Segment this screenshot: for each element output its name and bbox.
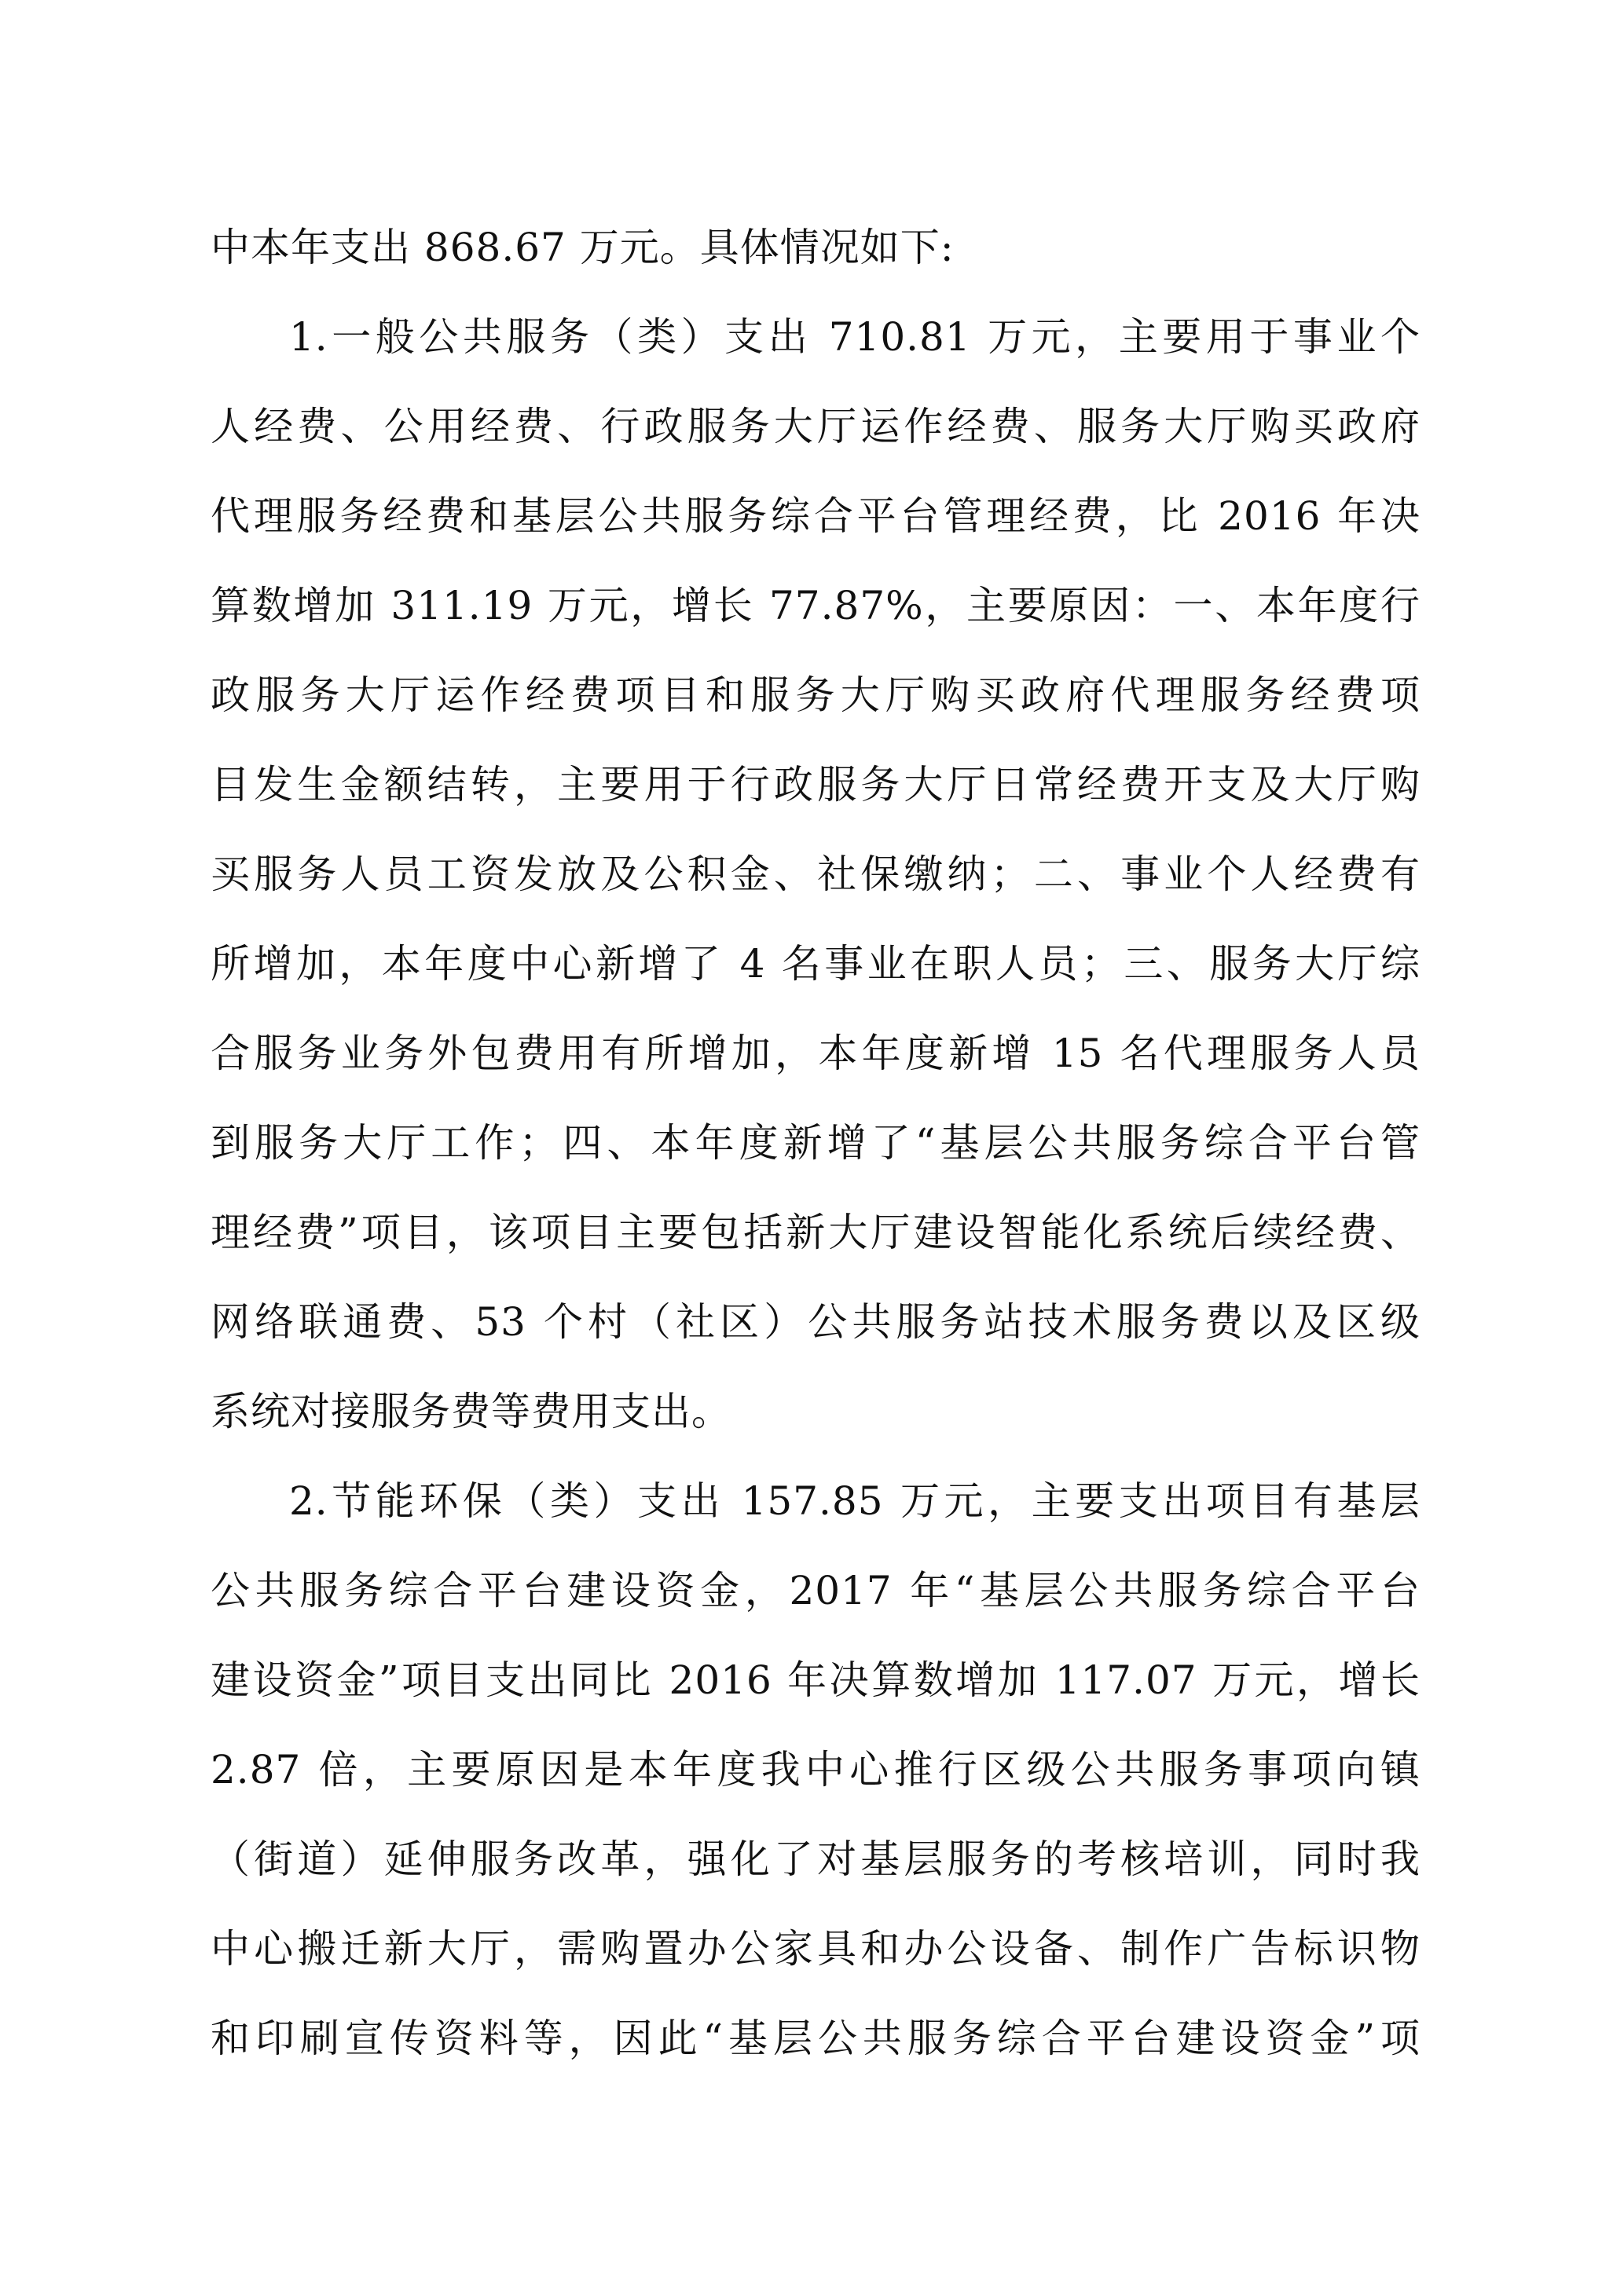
- text-line: 中本年支出 868.67 万元。具体情况如下:: [211, 225, 955, 270]
- body-text: [211, 203, 1421, 2083]
- text-line: 系统对接服务费等费用支出。: [211, 1389, 731, 1434]
- text-line: 和印刷宣传资料等，因此“基层公共服务综合平台建设资金”项: [211, 2016, 1421, 2061]
- text-line: 代理服务经费和基层公共服务综合平台管理经费，比 2016 年决: [211, 493, 1421, 539]
- text-line: 1.一般公共服务（类）支出 710.81 万元，主要用于事业个: [289, 314, 1421, 360]
- text-line: 2.87 倍，主要原因是本年度我中心推行区级公共服务事项向镇: [211, 1747, 1421, 1792]
- text-line: 2.节能环保（类）支出 157.85 万元，主要支出项目有基层: [289, 1478, 1421, 1524]
- text-line: 目发生金额结转，主要用于行政服务大厅日常经费开支及大厅购: [211, 762, 1421, 807]
- text-line: 建设资金”项目支出同比 2016 年决算数增加 117.07 万元，增长: [211, 1657, 1421, 1703]
- text-line: （街道）延伸服务改革，强化了对基层服务的考核培训，同时我: [211, 1836, 1421, 1882]
- text-line: 所增加，本年度中心新增了 4 名事业在职人员；三、服务大厅综: [211, 941, 1421, 987]
- text-line: 理经费”项目，该项目主要包括新大厅建设智能化系统后续经费、: [211, 1210, 1421, 1255]
- text-line: 人经费、公用经费、行政服务大厅运作经费、服务大厅购买政府: [211, 404, 1421, 449]
- text-line: 算数增加 311.19 万元，增长 77.87%，主要原因：一、本年度行: [211, 583, 1421, 628]
- text-line: 买服务人员工资发放及公积金、社保缴纳；二、事业个人经费有: [211, 851, 1421, 897]
- text-line: 政服务大厅运作经费项目和服务大厅购买政府代理服务经费项: [211, 672, 1421, 718]
- text-line: 网络联通费、53 个村（社区）公共服务站技术服务费以及区级: [211, 1299, 1421, 1345]
- text-line: 到服务大厅工作；四、本年度新增了“基层公共服务综合平台管: [211, 1120, 1421, 1166]
- text-line: 合服务业务外包费用有所增加，本年度新增 15 名代理服务人员: [211, 1031, 1421, 1076]
- text-line: 中心搬迁新大厅，需购置办公家具和办公设备、制作广告标识物: [211, 1926, 1421, 1972]
- text-line: 公共服务综合平台建设资金，2017 年“基层公共服务综合平台: [211, 1568, 1421, 1613]
